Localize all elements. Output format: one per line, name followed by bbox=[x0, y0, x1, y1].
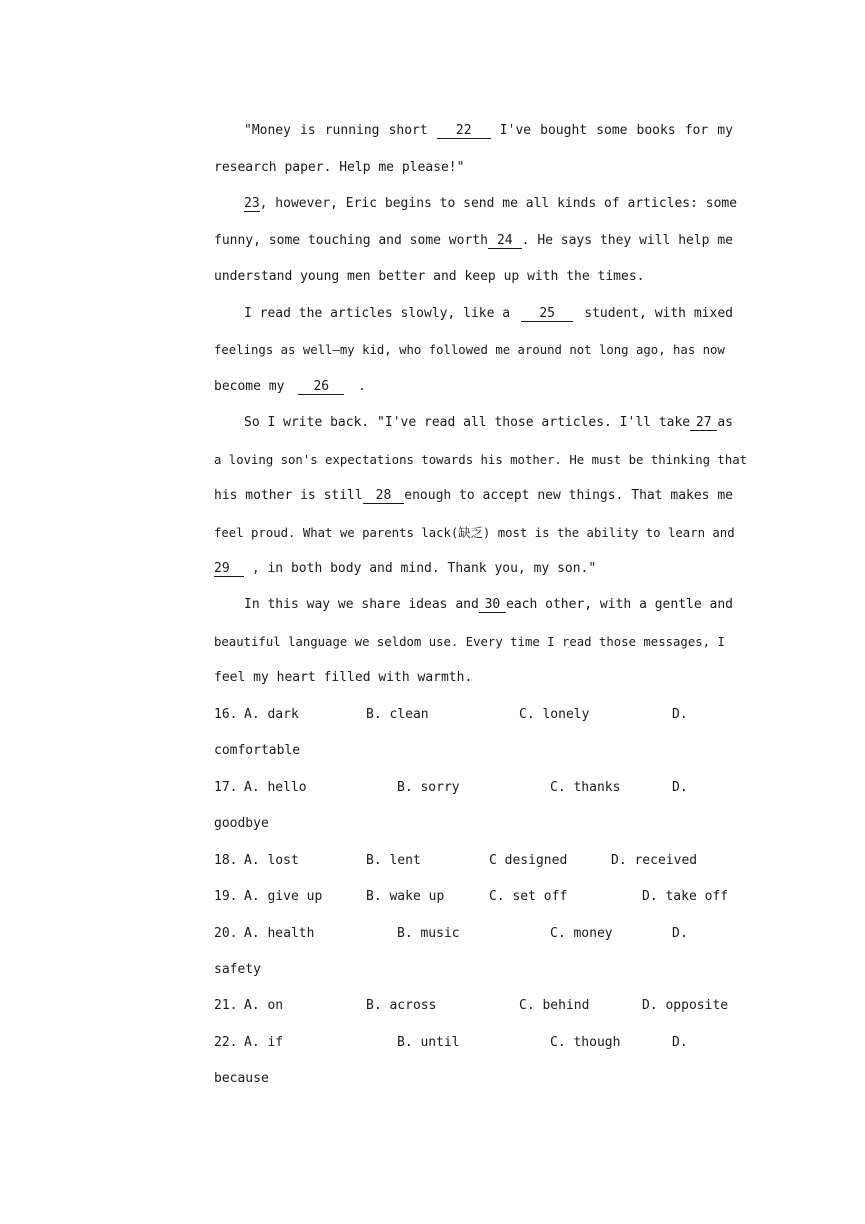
option-d: D. bbox=[672, 707, 688, 722]
text: , however, Eric begins to send me all kinds of articles: some bbox=[259, 196, 738, 211]
text: student, with mixed bbox=[584, 306, 733, 321]
option-a: A. dark bbox=[244, 707, 299, 722]
blank-23: 23 bbox=[244, 196, 260, 211]
option-c: C. though bbox=[550, 1035, 621, 1050]
text: his mother is still bbox=[214, 488, 363, 503]
text: bought bbox=[540, 123, 588, 138]
option-c: C. lonely bbox=[519, 707, 590, 722]
question-number: 21. bbox=[214, 998, 238, 1013]
passage-line bbox=[244, 122, 733, 140]
text: as bbox=[717, 415, 733, 430]
question-number: 16. bbox=[214, 707, 238, 722]
passage-line: understand young men better and keep up with the times. bbox=[214, 269, 645, 284]
option-d-text: because bbox=[214, 1071, 269, 1086]
passage-line: feelings as well—my kid, who followed me around not long ago, has now bbox=[214, 343, 725, 357]
option-d-text: safety bbox=[214, 962, 261, 977]
option-d-text: goodbye bbox=[214, 816, 269, 831]
option-b: B. sorry bbox=[397, 780, 460, 795]
option-a: A. on bbox=[244, 998, 284, 1013]
blank-29: 29 bbox=[214, 561, 244, 577]
option-b: B. music bbox=[397, 926, 460, 941]
option-d: D. bbox=[672, 780, 688, 795]
option-d: D. bbox=[672, 926, 688, 941]
passage-line: beautiful language we seldom use. Every time I read those messages, I bbox=[214, 635, 725, 649]
passage-line bbox=[214, 232, 733, 250]
option-d: D. opposite bbox=[642, 998, 729, 1013]
passage-line bbox=[214, 560, 733, 578]
passage-line bbox=[214, 378, 733, 396]
option-b: B. lent bbox=[366, 853, 421, 868]
text: funny, some touching and some worth bbox=[214, 233, 488, 248]
text: , in both body and mind. Thank you, my son." bbox=[251, 561, 597, 576]
blank-28: 28 bbox=[363, 488, 405, 504]
option-a: A. if bbox=[244, 1035, 284, 1050]
option-d-text: comfortable bbox=[214, 743, 301, 758]
text: I've bbox=[499, 123, 532, 138]
blank-26: 26 bbox=[298, 379, 344, 395]
text: "Money bbox=[244, 123, 291, 138]
text: short bbox=[388, 123, 428, 138]
option-a: A. health bbox=[244, 926, 315, 941]
blank-25: 25 bbox=[521, 306, 573, 322]
text: I read the articles slowly, like a bbox=[244, 306, 511, 321]
option-c: C. money bbox=[550, 926, 613, 941]
blank-24: 24 bbox=[488, 233, 522, 249]
text: each other, with a gentle and bbox=[506, 597, 733, 612]
question-number: 20. bbox=[214, 926, 238, 941]
option-d: D. received bbox=[611, 853, 698, 868]
text: running bbox=[324, 123, 380, 138]
passage-line bbox=[244, 195, 738, 213]
text: is bbox=[300, 123, 316, 138]
option-b: B. clean bbox=[366, 707, 429, 722]
passage-line bbox=[244, 305, 733, 323]
text: for bbox=[684, 123, 709, 138]
blank-30: 30 bbox=[479, 597, 506, 613]
blank-22: 22 bbox=[437, 123, 491, 139]
text: become my bbox=[214, 379, 285, 394]
blank-27: 27 bbox=[690, 415, 717, 431]
question-number: 17. bbox=[214, 780, 238, 795]
passage-line: feel my heart filled with warmth. bbox=[214, 670, 473, 685]
option-c: C designed bbox=[489, 853, 568, 868]
option-b: B. until bbox=[397, 1035, 460, 1050]
option-c: C. thanks bbox=[550, 780, 621, 795]
text: some bbox=[596, 123, 628, 138]
text: . He says they will help me bbox=[521, 233, 733, 248]
text: books bbox=[636, 123, 676, 138]
option-b: B. across bbox=[366, 998, 437, 1013]
question-number: 22. bbox=[214, 1035, 238, 1050]
text: my bbox=[717, 123, 733, 138]
option-c: C. behind bbox=[519, 998, 590, 1013]
passage-line: a loving son's expectations towards his mother. He must be thinking that bbox=[214, 453, 748, 467]
passage-line bbox=[244, 596, 733, 614]
text: In this way we share ideas and bbox=[244, 597, 479, 612]
question-number: 19. bbox=[214, 889, 238, 904]
option-d: D. bbox=[672, 1035, 688, 1050]
text: enough to accept new things. That makes me bbox=[404, 488, 733, 503]
option-d: D. take off bbox=[642, 889, 729, 904]
text: . bbox=[358, 379, 366, 394]
option-c: C. set off bbox=[489, 889, 568, 904]
option-a: A. give up bbox=[244, 889, 323, 904]
question-number: 18. bbox=[214, 853, 238, 868]
passage-line: feel proud. What we parents lack(缺乏) most is the ability to learn and bbox=[214, 526, 735, 540]
passage-line: research paper. Help me please!" bbox=[214, 160, 465, 175]
option-a: A. lost bbox=[244, 853, 299, 868]
option-a: A. hello bbox=[244, 780, 307, 795]
option-b: B. wake up bbox=[366, 889, 445, 904]
text: So I write back. "I've read all those articles. I'll take bbox=[244, 415, 691, 430]
passage-line bbox=[214, 487, 733, 505]
passage-line bbox=[244, 414, 733, 432]
